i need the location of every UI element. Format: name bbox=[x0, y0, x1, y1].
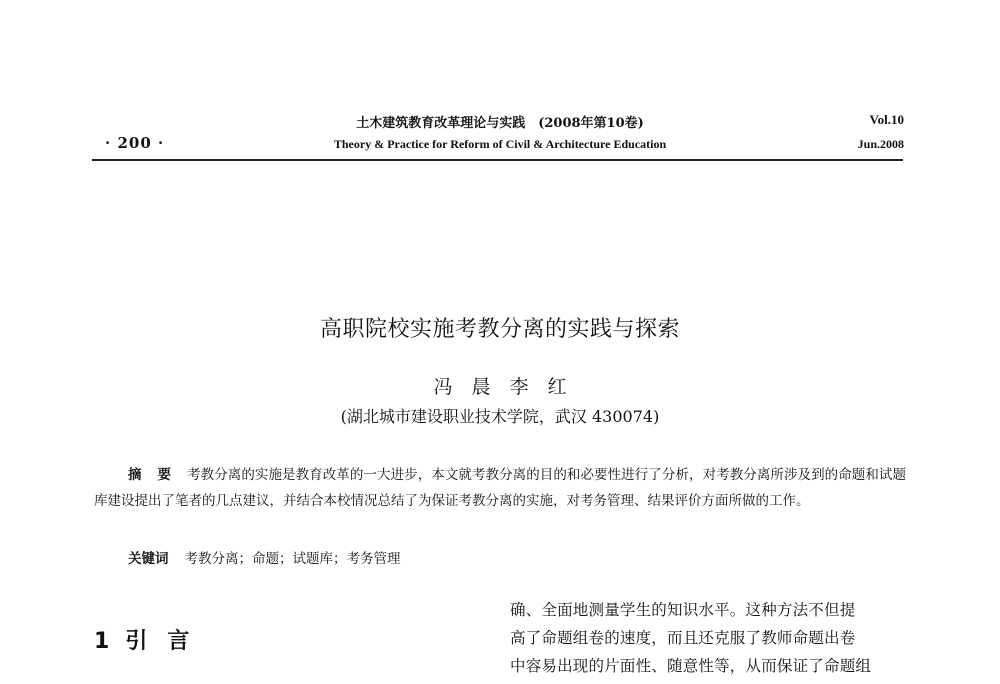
keywords-label: 关键词 bbox=[128, 551, 169, 567]
body-text-column bbox=[510, 600, 906, 684]
keywords-line bbox=[128, 546, 888, 572]
article-authors: 冯 晨 李 红 bbox=[433, 376, 567, 398]
body-text-line: 确、全面地测量学生的知识水平。这种方法不但提 bbox=[510, 601, 856, 619]
section-title: 引言 bbox=[125, 629, 210, 654]
header-divider bbox=[92, 159, 903, 161]
body-text-line: 高了命题组卷的速度，而且还克服了教师命题出卷 bbox=[510, 629, 856, 647]
article-title: 高职院校实施考教分离的实践与探索 bbox=[319, 317, 680, 342]
section-heading bbox=[94, 624, 209, 655]
body-text-line: 中容易出现的片面性、随意性等，从而保证了命题组 bbox=[510, 657, 872, 675]
author-affiliation: (湖北城市建设职业技术学院，武汉 430074) bbox=[340, 407, 660, 426]
abstract-text: 考教分离的实施是教育改革的一大进步，本文就考教分离的目的和必要性进行了分析，对考教分离所涉及到的命题和试题库建设提出了笔者的几点建议，并结合本校情况总结了为保证考教分离的实施，对考务管理、结果评价方面所做的工作。 bbox=[94, 467, 906, 509]
keywords-text: 考教分离；命题；试题库；考务管理 bbox=[184, 551, 401, 567]
volume-label: Vol.10 bbox=[869, 112, 904, 127]
page-number: · 200 · bbox=[105, 134, 165, 152]
journal-title-chinese: 土木建筑教育改革理论与实践 (2008年第10卷) bbox=[356, 116, 644, 131]
journal-title-english: Theory & Practice for Reform of Civil & Architecture Education bbox=[333, 137, 667, 151]
abstract-paragraph bbox=[94, 462, 906, 514]
abstract-label: 摘要 bbox=[128, 467, 187, 483]
section-number: 1 bbox=[94, 629, 110, 654]
issue-date: Jun.2008 bbox=[857, 137, 904, 151]
